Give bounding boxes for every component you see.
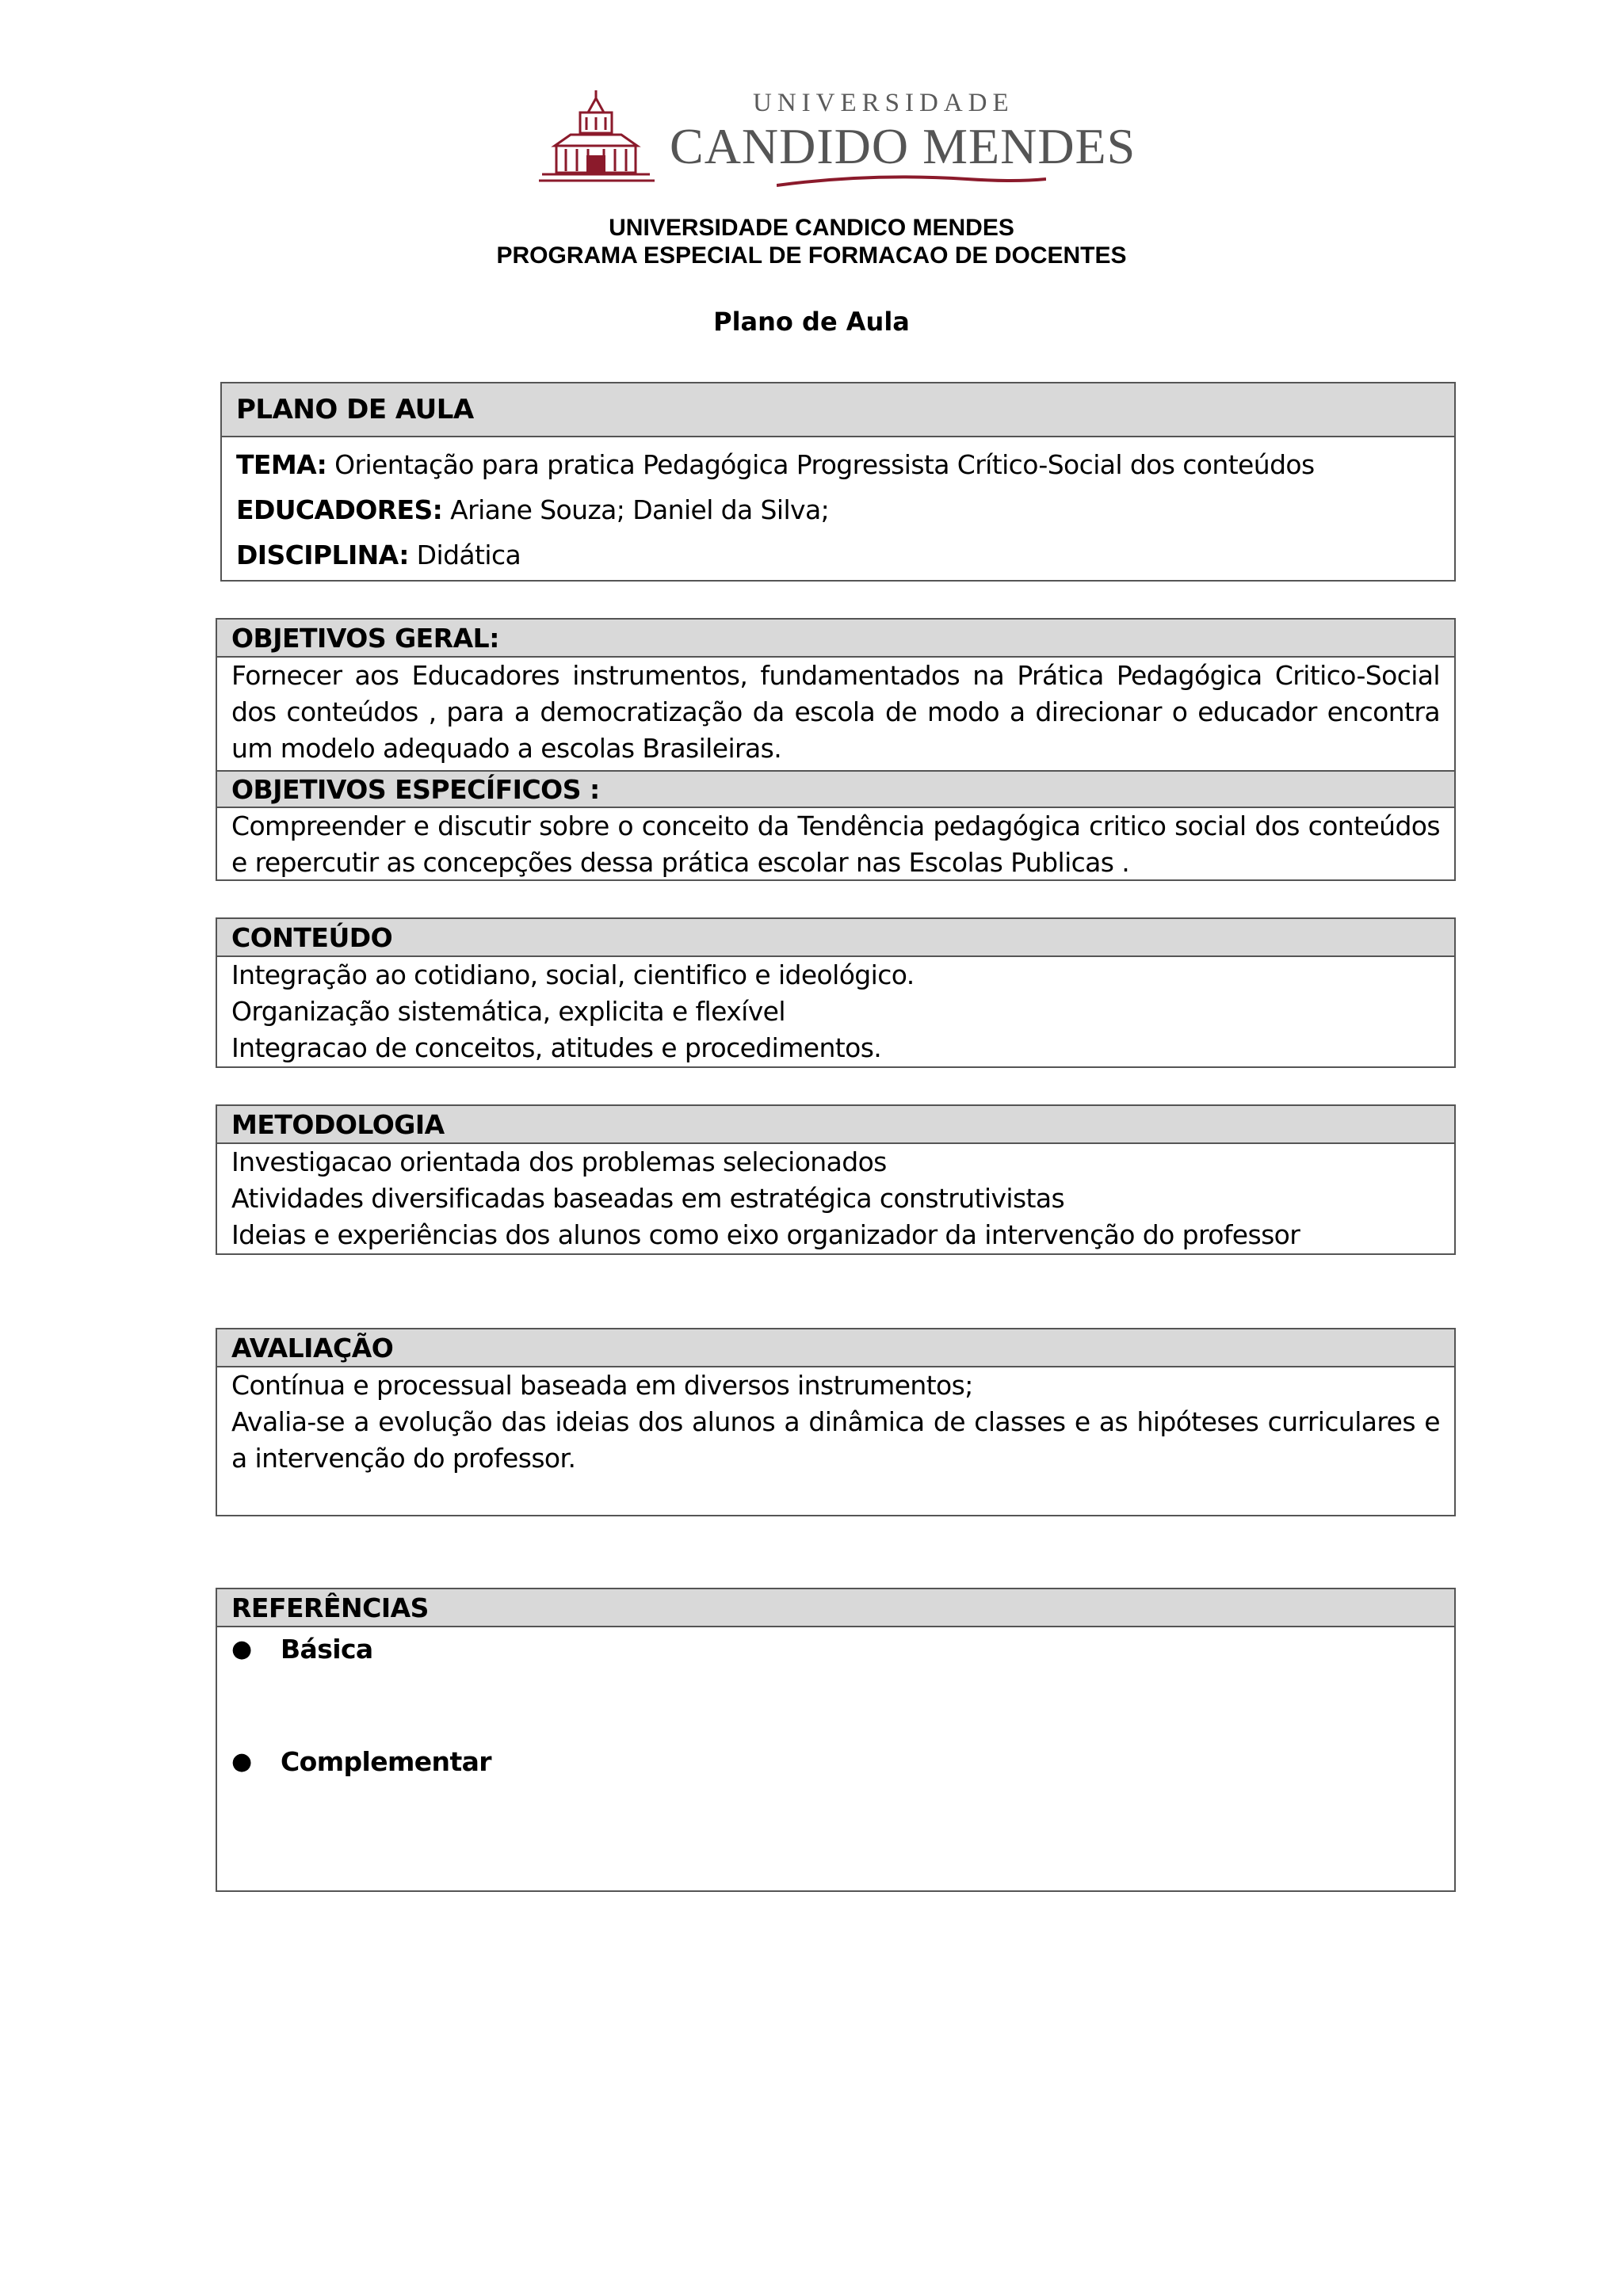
avaliacao-line-2: Avalia-se a evolução das ideias dos alunos a dinâmica de classes e as hipóteses curriculares e a intervenção do professor. bbox=[231, 1406, 1440, 1474]
objetivos-especificos-text: Compreender e discutir sobre o conceito da Tendência pedagógica critico social dos conteúdos e repercutir as concepções dessa prática escolar nas Escolas Publicas . bbox=[231, 810, 1440, 878]
metodologia-line: Investigacao orientada dos problemas selecionados bbox=[231, 1146, 887, 1177]
conteudo-line: Integração ao cotidiano, social, cientifico e ideológico. bbox=[231, 959, 915, 990]
educadores-value: Ariane Souza; Daniel da Silva; bbox=[442, 494, 830, 525]
logo-swoosh-icon bbox=[777, 174, 1046, 190]
referencias-item-complementar bbox=[231, 1743, 1440, 1779]
disciplina-label: DISCIPLINA: bbox=[236, 540, 409, 570]
header-program: PROGRAMA ESPECIAL DE FORMACAO DE DOCENTES bbox=[496, 242, 1127, 269]
conteudo-heading: CONTEÚDO bbox=[217, 919, 1454, 957]
disciplina-row bbox=[236, 532, 1440, 578]
referencias-item-label: Básica bbox=[281, 1633, 373, 1665]
document-title: Plano de Aula bbox=[713, 307, 910, 337]
avaliacao-heading: AVALIAÇÃO bbox=[217, 1329, 1454, 1367]
metodologia-line: Atividades diversificadas baseadas em estratégica construtivistas bbox=[231, 1183, 1065, 1214]
conteudo-box bbox=[216, 917, 1456, 1068]
objetivos-geral-text: Fornecer aos Educadores instrumentos, fundamentados na Prática Pedagógica Critico-Social dos conteúdos , para a democratização da escola de modo a direcionar o educador encontra um modelo adequado a escolas Brasileiras. bbox=[231, 660, 1440, 764]
bullet-icon: ● bbox=[231, 1634, 252, 1663]
metodologia-heading: METODOLOGIA bbox=[217, 1106, 1454, 1144]
conteudo-line: Integracao de conceitos, atitudes e procedimentos. bbox=[231, 1032, 882, 1063]
logo-main-text: CANDIDO MENDES bbox=[670, 118, 1136, 174]
referencias-item-basica bbox=[231, 1630, 1440, 1667]
tema-row bbox=[236, 442, 1440, 487]
referencias-item-label: Complementar bbox=[281, 1745, 491, 1777]
objetivos-geral-heading: OBJETIVOS GERAL: bbox=[217, 620, 1454, 658]
objetivos-especificos-heading: OBJETIVOS ESPECÍFICOS : bbox=[217, 770, 1454, 808]
university-logo bbox=[539, 89, 1136, 192]
avaliacao-line-1: Contínua e processual baseada em diversos instrumentos; bbox=[231, 1370, 973, 1401]
disciplina-value: Didática bbox=[408, 540, 521, 570]
logo-top-text: UNIVERSIDADE bbox=[753, 89, 1014, 117]
avaliacao-box bbox=[216, 1328, 1456, 1516]
objetivos-box bbox=[216, 618, 1456, 881]
educadores-row bbox=[236, 487, 1440, 532]
tema-value: Orientação para pratica Pedagógica Progressista Crítico-Social dos conteúdos bbox=[327, 449, 1315, 480]
plano-heading: PLANO DE AULA bbox=[222, 383, 1454, 437]
educadores-label: EDUCADORES: bbox=[236, 494, 443, 525]
metodologia-box bbox=[216, 1104, 1456, 1255]
header-institution: UNIVERSIDADE CANDICO MENDES bbox=[609, 215, 1014, 241]
plano-box bbox=[220, 382, 1456, 582]
metodologia-line: Ideias e experiências dos alunos como eixo organizador da intervenção do professor bbox=[231, 1219, 1300, 1250]
referencias-box bbox=[216, 1588, 1456, 1892]
referencias-heading: REFERÊNCIAS bbox=[217, 1589, 1454, 1627]
bullet-icon: ● bbox=[231, 1747, 252, 1775]
tema-label: TEMA: bbox=[236, 449, 327, 480]
conteudo-line: Organização sistemática, explicita e flexível bbox=[231, 996, 785, 1027]
building-emblem-icon bbox=[539, 89, 670, 188]
